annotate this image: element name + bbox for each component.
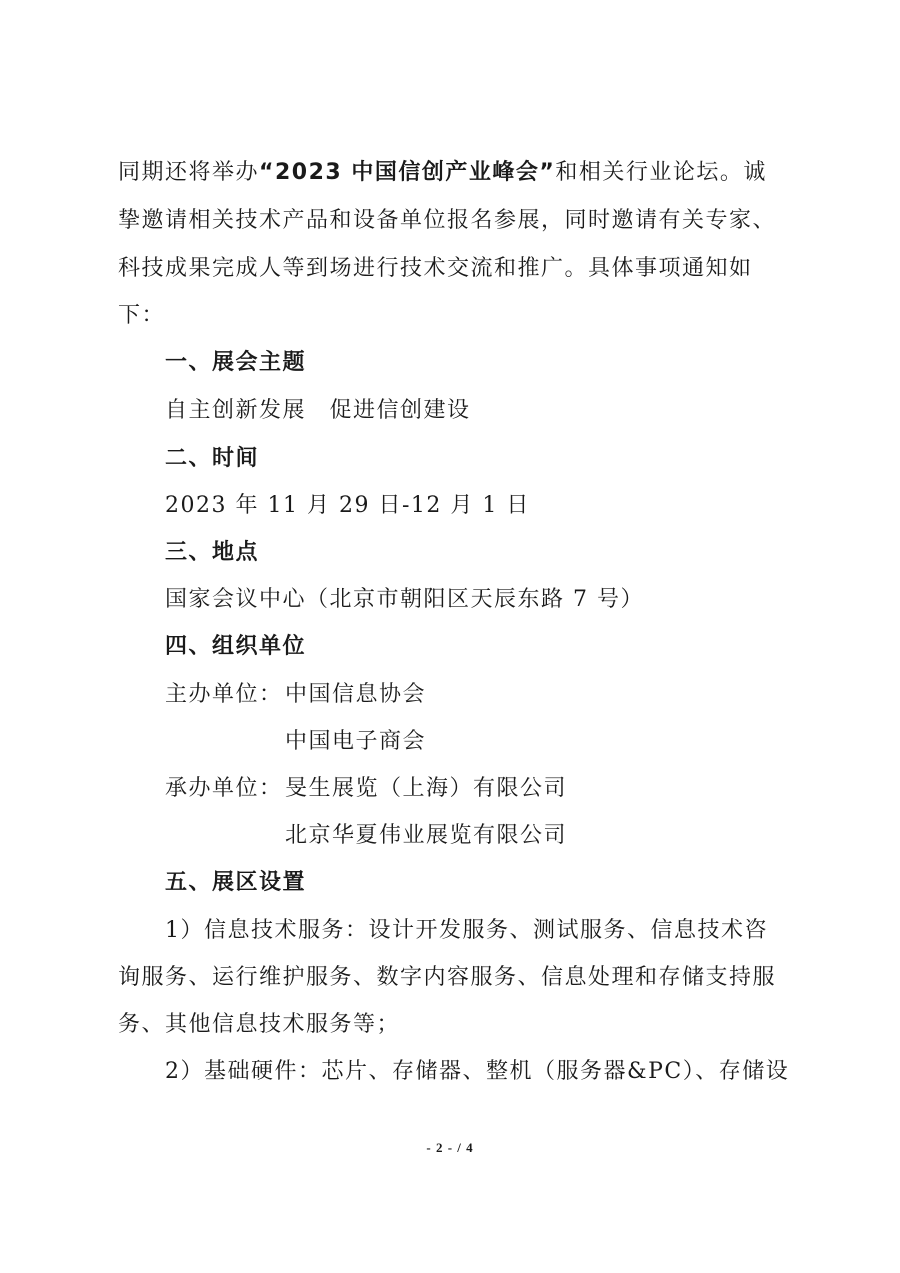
host-1: 中国信息协会 — [285, 682, 427, 707]
host-2: 中国电子商会 — [285, 729, 427, 754]
section-heading-venue: 三、地点 — [165, 540, 260, 565]
page-number: - 2 - / 4 — [426, 1140, 474, 1155]
organizer-2: 北京华夏伟业展览有限公司 — [285, 823, 568, 848]
intro-text: 同期还将举办 — [118, 160, 260, 185]
section-heading-zones: 五、展区设置 — [165, 870, 307, 895]
venue-text: 国家会议中心（北京市朝阳区天辰东路 7 号） — [165, 587, 644, 612]
zone-item-1-line-1: 1）信息技术服务：设计开发服务、测试服务、信息技术咨 — [165, 918, 768, 943]
organizer-label: 承办单位： — [165, 776, 283, 801]
intro-line-1 — [118, 158, 767, 188]
section-heading-theme: 一、展会主题 — [165, 350, 307, 375]
organizer-1: 旻生展览（上海）有限公司 — [285, 776, 568, 801]
intro-line-4: 下： — [118, 303, 166, 328]
host-label: 主办单位： — [165, 682, 283, 707]
theme-text: 自主创新发展 促进信创建设 — [165, 398, 471, 423]
zone-item-1-line-3: 务、其他信息技术服务等； — [118, 1012, 401, 1037]
section-heading-organizers: 四、组织单位 — [165, 634, 307, 659]
time-text: 2023 年 11 月 29 日-12 月 1 日 — [165, 493, 530, 518]
intro-line-3: 科技成果完成人等到场进行技术交流和推广。具体事项通知如 — [118, 256, 753, 281]
intro-line-2: 挚邀请相关技术产品和设备单位报名参展，同时邀请有关专家、 — [118, 208, 777, 233]
zone-item-2-line-1: 2）基础硬件：芯片、存储器、整机（服务器&PC）、存储设 — [165, 1059, 790, 1084]
zone-item-1-line-2: 询服务、运行维护服务、数字内容服务、信息处理和存储支持服 — [118, 965, 777, 990]
summit-name: “2023 中国信创产业峰会” — [259, 160, 556, 185]
section-heading-time: 二、时间 — [165, 446, 260, 471]
intro-text-cont: 和相关行业论坛。诚 — [555, 160, 767, 185]
